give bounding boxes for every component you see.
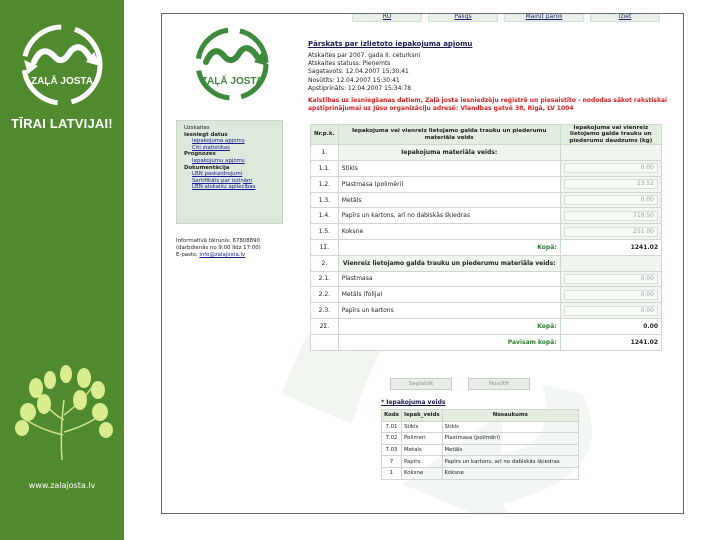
legend-code: 1 [382, 467, 402, 479]
legend-row [382, 444, 579, 456]
col-material-header: Iepakojuma vai vienreiz lietojamo galda trauku un piederumu materiāla veids [338, 125, 560, 145]
nav-tab-change-password[interactable]: Mainīt paroli [504, 13, 584, 22]
legend-table [381, 409, 579, 480]
top-nav [352, 13, 660, 22]
contact-email-link[interactable]: info@zalajosta.lv [199, 252, 246, 258]
row-quantity-cell [560, 161, 661, 177]
row-quantity-total [560, 145, 661, 161]
table-row [311, 192, 662, 208]
row-material: Vienreiz lietojamo galda trauku un piederumu materiāla veids: [338, 255, 560, 271]
sidebar-logo-text: ZAĻĀ JOSTA [30, 76, 94, 87]
report-header [308, 40, 668, 113]
row-number: 1. [311, 145, 339, 161]
table-row [311, 176, 662, 192]
quantity-input[interactable]: 0.00 [564, 274, 658, 284]
legend-type: Koksne [402, 467, 443, 479]
side-menu [176, 120, 283, 224]
report-warning: Kalstības uz iesniegšanas datiem, Zaļā josta iesniedzēju reģistrē un piesaistīto - nododas sākot rakstiskai apstiprinājumai uz Jūsu organizāciju adresē: Vlandbas gatvē 38, Rīgā, LV 1004 [308, 97, 668, 113]
contact-email-row [176, 252, 296, 259]
row-quantity-cell [560, 224, 661, 240]
row-quantity-cell [560, 287, 661, 303]
legend-row [382, 456, 579, 468]
legend-code: 7.01 [382, 421, 402, 433]
quantity-input[interactable]: 251.00 [564, 227, 658, 237]
legend-name: Metāls [442, 444, 578, 456]
table-row [311, 255, 662, 271]
legend-name: Papīrs un kartons, arī no dabiskās šķiedras [442, 456, 578, 468]
quantity-input[interactable]: 0.00 [564, 163, 658, 173]
row-material: Metāls [338, 192, 560, 208]
menu-group-docs: Dokumentācija [184, 164, 230, 171]
legend-name: Stikls [442, 421, 578, 433]
col-quantity-header: Iepakojuma vai vienreiz lietojamo galda trauku un piederumu daudzums (kg) [560, 125, 661, 145]
send-button[interactable]: Nosūtīt [468, 378, 530, 390]
table-row [311, 318, 662, 334]
table-row [311, 224, 662, 240]
row-quantity-total [560, 255, 661, 271]
row-material: Papīrs un kartons [338, 303, 560, 319]
row-material: Papīrs un kartons, arī no dabiskās šķiedras [338, 208, 560, 224]
row-material: Plastmasa (polimēri) [338, 176, 560, 192]
brand-slogan: TĪRAI LATVIJAI! [11, 116, 113, 131]
quantity-input[interactable]: 0.00 [564, 290, 658, 300]
table-row [311, 145, 662, 161]
legend-col-type: Iepak_veids [402, 410, 443, 422]
report-approved: Apstiprināts: 12.04.2007 15:34:78 [308, 84, 412, 92]
row-quantity-cell [560, 176, 661, 192]
packaging-type-legend [381, 399, 579, 480]
row-material: Pavisam kopā: [338, 334, 560, 350]
report-period: Atskaites par 2007. gada II. ceturksni [308, 52, 421, 59]
legend-code: 7.03 [382, 444, 402, 456]
quantity-input[interactable]: 23.52 [564, 179, 658, 189]
report-title: Pārskats par izlietoto iepakojuma apjomu [308, 40, 473, 48]
save-button[interactable]: Saglabāt [390, 378, 452, 390]
table-row [311, 208, 662, 224]
quantity-input[interactable]: 0.00 [564, 306, 658, 316]
legend-row [382, 421, 579, 433]
legend-col-code: Kods [382, 410, 402, 422]
packaging-table [310, 124, 662, 351]
legend-type: Papīrs [402, 456, 443, 468]
legend-code: 7 [382, 456, 402, 468]
quantity-input[interactable]: 710.50 [564, 211, 658, 221]
table-row [311, 334, 662, 350]
row-material: Kopā: [338, 240, 560, 256]
table-row [311, 240, 662, 256]
row-quantity-cell [560, 192, 661, 208]
row-number: 1.1. [311, 161, 339, 177]
row-quantity-cell [560, 271, 661, 287]
menu-group-forecasts: Prognozes [184, 151, 216, 158]
row-quantity-total: 1241.02 [560, 240, 661, 256]
row-quantity-cell [560, 303, 661, 319]
row-number: 1.2. [311, 176, 339, 192]
contact-hours: (darbdienās no 9:00 līdz 17:00) [176, 245, 261, 251]
row-material: Koksne [338, 224, 560, 240]
row-number: 2.1. [311, 271, 339, 287]
row-material: Plastmasa [338, 271, 560, 287]
menu-item-packaging-volume[interactable]: Iepakojuma apjoms [192, 138, 245, 145]
menu-item-certificate[interactable]: Sertifikāts par izziņām [192, 177, 253, 184]
legend-col-name: Nosaukums [442, 410, 578, 422]
legend-name: Plastmasa (polimēri) [442, 433, 578, 445]
legend-type: Metals [402, 444, 443, 456]
row-quantity-total: 1241.02 [560, 334, 661, 350]
table-row [311, 303, 662, 319]
row-number: 2.3. [311, 303, 339, 319]
menu-item-lbn-attestations[interactable]: LBN atskaišu apliecības [192, 184, 256, 191]
row-number: 1.5. [311, 224, 339, 240]
brand-url[interactable]: www.zalajosta.lv [28, 481, 96, 490]
legend-type: Polimeri [402, 433, 443, 445]
nav-tab-ru[interactable]: RU [352, 13, 422, 22]
inner-logo-text: ZAĻĀ JOSTA [200, 76, 264, 87]
row-material: Stikls [338, 161, 560, 177]
row-number: 2Σ. [311, 318, 339, 334]
report-frame [161, 13, 684, 514]
quantity-input[interactable]: 0.00 [564, 195, 658, 205]
report-sent: Nosūtīts: 12.04.2007 15:30:41 [308, 76, 400, 84]
row-number: 1.4. [311, 208, 339, 224]
legend-title: * Iepakojuma veids [381, 399, 446, 406]
table-row [311, 161, 662, 177]
row-number: 2.2. [311, 287, 339, 303]
col-number-header: Nr.p.k. [311, 125, 339, 145]
row-material: Metāls (folija) [338, 287, 560, 303]
contact-email-label: E-pasts: [176, 252, 198, 258]
legend-row [382, 433, 579, 445]
row-number: 2. [311, 255, 339, 271]
menu-item-forecast-volume[interactable]: Iepakojumu apjoms [192, 157, 245, 164]
report-prepared: Sagatavots: 12.04.2007 15:30:41 [308, 68, 409, 76]
row-number [311, 334, 339, 350]
contact-info [176, 238, 296, 259]
legend-header-row [382, 410, 579, 422]
row-quantity-cell [560, 208, 661, 224]
legend-row [382, 467, 579, 479]
legend-type: Stikls [402, 421, 443, 433]
legend-code: 7.02 [382, 433, 402, 445]
plant-illustration-icon [6, 360, 118, 460]
table-header-row [311, 125, 662, 145]
table-row [311, 287, 662, 303]
menu-item-lbn-notes[interactable]: LBN paskaidrojumi [192, 171, 243, 178]
report-meta [308, 52, 668, 93]
inner-logo-icon [188, 24, 276, 108]
report-status: Atskaites statuss: Pieņemts [308, 60, 391, 68]
menu-item-records[interactable]: Uzskaites [184, 125, 210, 131]
row-number: 1Σ. [311, 240, 339, 256]
nav-tab-help[interactable]: Palīgs [428, 13, 498, 22]
menu-group-submit: Iesniegt datus [184, 131, 228, 138]
zala-josta-logo-icon [12, 22, 112, 108]
menu-item-other-statistics[interactable]: Citi statistikas [192, 144, 230, 151]
contact-phone: Informatīvā tālrunis: 67808890 [176, 238, 260, 244]
table-row [311, 271, 662, 287]
row-number: 1.3. [311, 192, 339, 208]
nav-tab-logout[interactable]: Iziet [590, 13, 660, 22]
form-buttons [390, 378, 530, 390]
row-material: Kopā: [338, 318, 560, 334]
brand-sidebar [0, 0, 124, 540]
legend-name: Koksne [442, 467, 578, 479]
row-material: Iepakojuma materiāla veids: [338, 145, 560, 161]
row-quantity-total: 0.00 [560, 318, 661, 334]
